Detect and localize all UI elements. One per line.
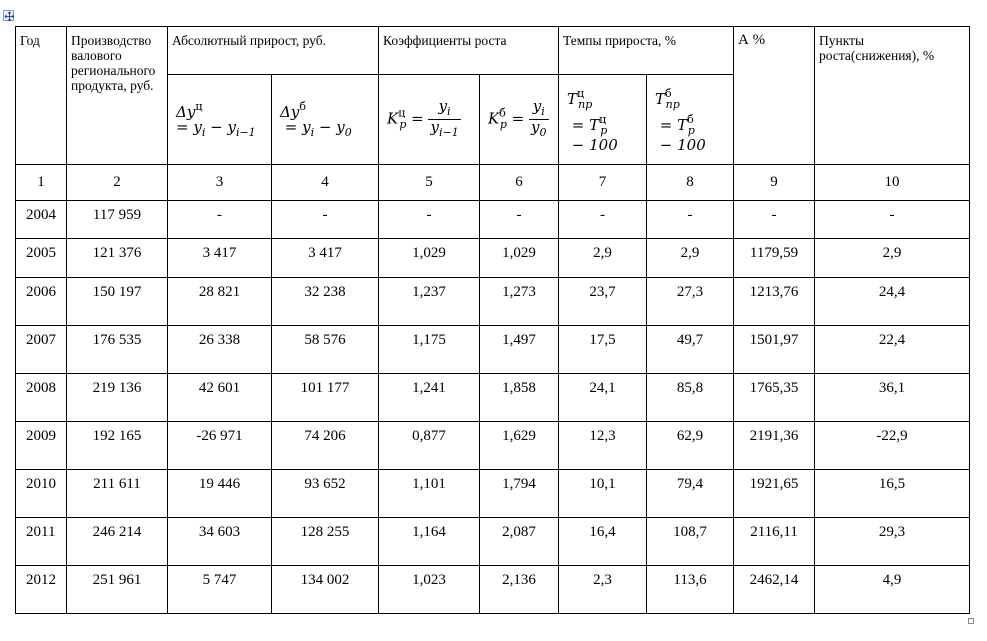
header-year: Год	[16, 27, 67, 165]
data-cell: 5 747	[168, 566, 272, 614]
data-cell: 16,4	[559, 518, 647, 566]
data-cell: 29,3	[815, 518, 970, 566]
formula-base-coef: $K^б_p$ = $\frac{y_i}{y_0}$	[480, 75, 559, 165]
column-number: 2	[67, 165, 168, 201]
year-cell: 2012	[16, 566, 67, 614]
data-cell: 219 136	[67, 374, 168, 422]
table-move-handle[interactable]	[3, 10, 14, 21]
data-cell: 12,3	[559, 422, 647, 470]
data-cell: -	[168, 201, 272, 239]
data-cell: 1765,35	[734, 374, 815, 422]
table-row	[16, 374, 970, 422]
data-cell: 1,497	[480, 326, 559, 374]
column-numbers-row	[16, 165, 970, 201]
table-row	[16, 518, 970, 566]
data-cell: 10,1	[559, 470, 647, 518]
data-cell: -	[559, 201, 647, 239]
data-cell: 23,7	[559, 278, 647, 326]
column-number: 10	[815, 165, 970, 201]
data-cell: 2,136	[480, 566, 559, 614]
data-cell: 1,858	[480, 374, 559, 422]
column-number: 8	[647, 165, 734, 201]
year-cell: 2005	[16, 239, 67, 278]
data-cell: 117 959	[67, 201, 168, 239]
data-cell: 113,6	[647, 566, 734, 614]
data-cell: -	[272, 201, 379, 239]
table-row	[16, 278, 970, 326]
table-row	[16, 201, 970, 239]
formula-base-abs-growth: $\Delta y^б$ = $y_i - y_0$	[272, 75, 379, 165]
header-growth-rates: Темпы прироста, %	[559, 27, 734, 75]
data-cell: 34 603	[168, 518, 272, 566]
data-cell: 1,237	[379, 278, 480, 326]
data-cell: 1,029	[379, 239, 480, 278]
data-cell: 1,273	[480, 278, 559, 326]
header-absolute-growth: Абсолютный прирост, руб.	[168, 27, 379, 75]
column-number: 7	[559, 165, 647, 201]
data-cell: 150 197	[67, 278, 168, 326]
data-cell: 1,175	[379, 326, 480, 374]
data-cell: 2,9	[559, 239, 647, 278]
year-cell: 2007	[16, 326, 67, 374]
data-cell: -26 971	[168, 422, 272, 470]
data-cell: 17,5	[559, 326, 647, 374]
data-cell: 85,8	[647, 374, 734, 422]
column-number: 9	[734, 165, 815, 201]
data-cell: -	[815, 201, 970, 239]
data-cell: 251 961	[67, 566, 168, 614]
table-resize-handle[interactable]	[968, 618, 974, 624]
data-cell: 24,4	[815, 278, 970, 326]
data-cell: 2,3	[559, 566, 647, 614]
data-cell: 1,164	[379, 518, 480, 566]
column-number: 5	[379, 165, 480, 201]
column-number: 4	[272, 165, 379, 201]
data-cell: 108,7	[647, 518, 734, 566]
data-cell: 1,794	[480, 470, 559, 518]
data-cell: 22,4	[815, 326, 970, 374]
year-cell: 2009	[16, 422, 67, 470]
column-number: 1	[16, 165, 67, 201]
table-row	[16, 422, 970, 470]
data-cell: -	[734, 201, 815, 239]
data-cell: 58 576	[272, 326, 379, 374]
data-cell: 79,4	[647, 470, 734, 518]
data-cell: -22,9	[815, 422, 970, 470]
data-cell: 192 165	[67, 422, 168, 470]
data-cell: 1,629	[480, 422, 559, 470]
data-cell: 1179,59	[734, 239, 815, 278]
data-cell: 26 338	[168, 326, 272, 374]
data-cell: 24,1	[559, 374, 647, 422]
column-number: 6	[480, 165, 559, 201]
data-cell: 1213,76	[734, 278, 815, 326]
data-cell: 27,3	[647, 278, 734, 326]
data-cell: -	[379, 201, 480, 239]
data-cell: 32 238	[272, 278, 379, 326]
column-number: 3	[168, 165, 272, 201]
data-cell: 1501,97	[734, 326, 815, 374]
data-cell: 42 601	[168, 374, 272, 422]
data-cell: 2,087	[480, 518, 559, 566]
data-cell: 93 652	[272, 470, 379, 518]
year-cell: 2008	[16, 374, 67, 422]
data-cell: -	[480, 201, 559, 239]
data-cell: 1,241	[379, 374, 480, 422]
table-row	[16, 470, 970, 518]
table-row	[16, 326, 970, 374]
header-production: Производство валового регионального продукта, руб.	[67, 27, 168, 165]
header-growth-coefficients: Коэффициенты роста	[379, 27, 559, 75]
table-row	[16, 239, 970, 278]
header-a-percent: А %	[734, 27, 815, 165]
year-cell: 2006	[16, 278, 67, 326]
data-cell: 176 535	[67, 326, 168, 374]
data-cell: 62,9	[647, 422, 734, 470]
data-cell: 2,9	[647, 239, 734, 278]
data-cell: 36,1	[815, 374, 970, 422]
data-cell: 211 611	[67, 470, 168, 518]
data-cell: 74 206	[272, 422, 379, 470]
data-cell: 2462,14	[734, 566, 815, 614]
data-cell: 49,7	[647, 326, 734, 374]
formula-chain-abs-growth: $\Delta y^ц$ = $y_i - y_{i-1}$	[168, 75, 272, 165]
formula-chain-rate: $T^ц_{пр}$ = $T^ц_p$ − 100	[559, 75, 647, 165]
data-cell: 101 177	[272, 374, 379, 422]
data-rows	[16, 201, 970, 614]
data-cell: 19 446	[168, 470, 272, 518]
data-cell: 2191,36	[734, 422, 815, 470]
year-cell: 2011	[16, 518, 67, 566]
formula-chain-coef: $K^ц_p$ = $\frac{y_i}{y_{i-1}}$	[379, 75, 480, 165]
statistics-table	[15, 26, 970, 614]
data-cell: 28 821	[168, 278, 272, 326]
data-cell: 4,9	[815, 566, 970, 614]
data-cell: 3 417	[168, 239, 272, 278]
data-cell: 1921,65	[734, 470, 815, 518]
data-cell: 3 417	[272, 239, 379, 278]
data-cell: 1,029	[480, 239, 559, 278]
year-cell: 2010	[16, 470, 67, 518]
data-cell: 1,023	[379, 566, 480, 614]
header-points: Пункты роста(снижения), %	[815, 27, 970, 165]
data-cell: 1,101	[379, 470, 480, 518]
data-cell: 0,877	[379, 422, 480, 470]
data-cell: 246 214	[67, 518, 168, 566]
year-cell: 2004	[16, 201, 67, 239]
table-row	[16, 566, 970, 614]
data-cell: -	[647, 201, 734, 239]
data-cell: 128 255	[272, 518, 379, 566]
data-cell: 2,9	[815, 239, 970, 278]
data-cell: 2116,11	[734, 518, 815, 566]
data-cell: 134 002	[272, 566, 379, 614]
formula-base-rate: $T^б_{пр}$ = $T^б_p$ − 100	[647, 75, 734, 165]
data-cell: 16,5	[815, 470, 970, 518]
move-arrows-icon	[4, 11, 15, 22]
data-cell: 121 376	[67, 239, 168, 278]
